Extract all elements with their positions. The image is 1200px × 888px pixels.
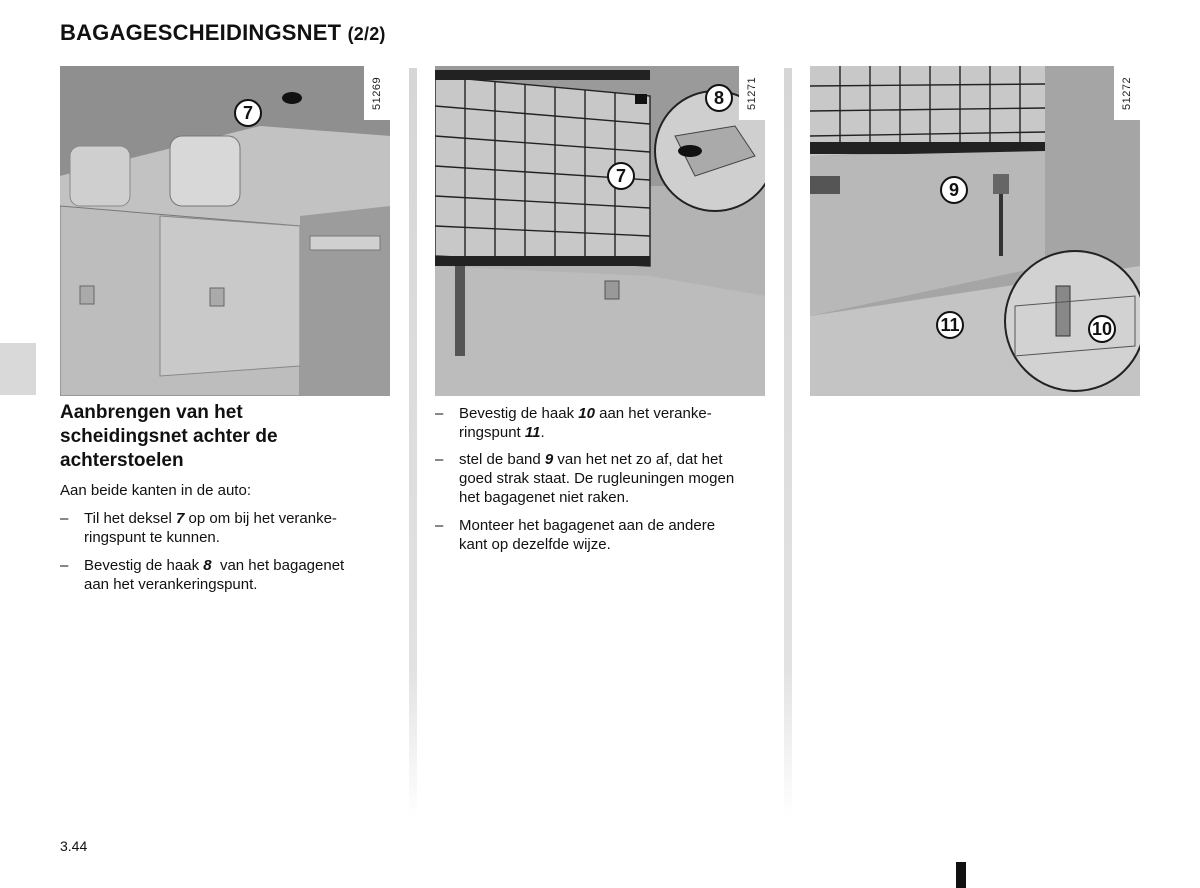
instruction-text: op om bij het veranke-: [188, 510, 337, 527]
instruction-text: van het net zo af, dat het: [557, 451, 723, 468]
instruction-line: [84, 556, 390, 575]
instruction-text: aan het veranke-: [599, 405, 712, 422]
intro-text: Aan beide kanten in de auto:: [60, 482, 251, 499]
figure-2-number: 51271: [739, 66, 765, 120]
figure-2-drawing: [435, 66, 765, 396]
instruction-text: van het bagagenet: [219, 557, 345, 574]
section-heading: [60, 401, 390, 473]
figure-3-illustration: [810, 66, 1140, 396]
instruction-line: kant op dezelfde wijze.: [459, 536, 611, 553]
instruction-item: [435, 450, 765, 507]
section-heading-line: Aanbrengen van het: [60, 402, 243, 423]
item-ref: 7: [176, 510, 185, 527]
page-title: [60, 20, 386, 46]
instruction-item: [60, 556, 390, 594]
figure-3-drawing: [810, 66, 1140, 396]
instruction-line: het bagagenet niet raken.: [459, 489, 630, 506]
figure-2-illustration: [435, 66, 765, 396]
instruction-text: Til het deksel: [84, 510, 172, 527]
instruction-item: [435, 404, 765, 442]
callout-9: 9: [940, 176, 968, 204]
item-ref: 9: [544, 451, 554, 468]
instruction-text: Bevestig de haak: [84, 557, 200, 574]
section-heading-line: scheidingsnet achter de: [60, 426, 278, 447]
callout-8: 8: [705, 84, 733, 112]
callout-7: 7: [234, 99, 262, 127]
instruction-line: [84, 509, 390, 528]
figure-1-number: 51269: [364, 66, 390, 120]
instruction-text: ringspunt: [459, 424, 521, 441]
page-title-main: BAGAGESCHEIDINGSNET: [60, 20, 342, 45]
instruction-text: stel de band: [459, 451, 541, 468]
chapter-tab: [0, 343, 36, 395]
bullet-dash: –: [435, 517, 444, 534]
instruction-line: goed strak staat. De rugleuningen mogen: [459, 470, 735, 487]
figure-1-drawing: [60, 66, 390, 396]
figure-1-illustration: [60, 66, 390, 396]
item-ref: 11: [524, 424, 541, 441]
bullet-dash: –: [435, 405, 444, 422]
instruction-line: ringspunt te kunnen.: [84, 529, 220, 546]
instruction-text: .: [540, 424, 545, 441]
instruction-item: [60, 509, 390, 547]
callout-7: 7: [607, 162, 635, 190]
instruction-line: [459, 404, 765, 423]
page-title-suffix: (2/2): [347, 24, 386, 44]
figure-3-number: 51272: [1114, 66, 1140, 120]
print-mark: [956, 862, 966, 888]
bullet-dash: –: [435, 451, 444, 468]
instruction-line: Monteer het bagagenet aan de andere: [459, 517, 716, 534]
instruction-line: [459, 450, 765, 469]
bullet-dash: –: [60, 510, 69, 527]
instruction-item: [435, 516, 765, 554]
callout-11: 11: [936, 311, 964, 339]
item-ref: 10: [578, 405, 595, 422]
page-number: 3.44: [60, 838, 88, 854]
instruction-line: aan het verankeringspunt.: [84, 576, 258, 593]
instruction-text: Bevestig de haak: [459, 405, 575, 422]
section-heading-line: achterstoelen: [60, 450, 184, 471]
item-ref: 8: [203, 557, 212, 574]
column-divider-2: [784, 68, 792, 818]
callout-10: 10: [1088, 315, 1116, 343]
instruction-line: [459, 423, 765, 442]
column-divider-1: [409, 68, 417, 818]
bullet-dash: –: [60, 557, 69, 574]
